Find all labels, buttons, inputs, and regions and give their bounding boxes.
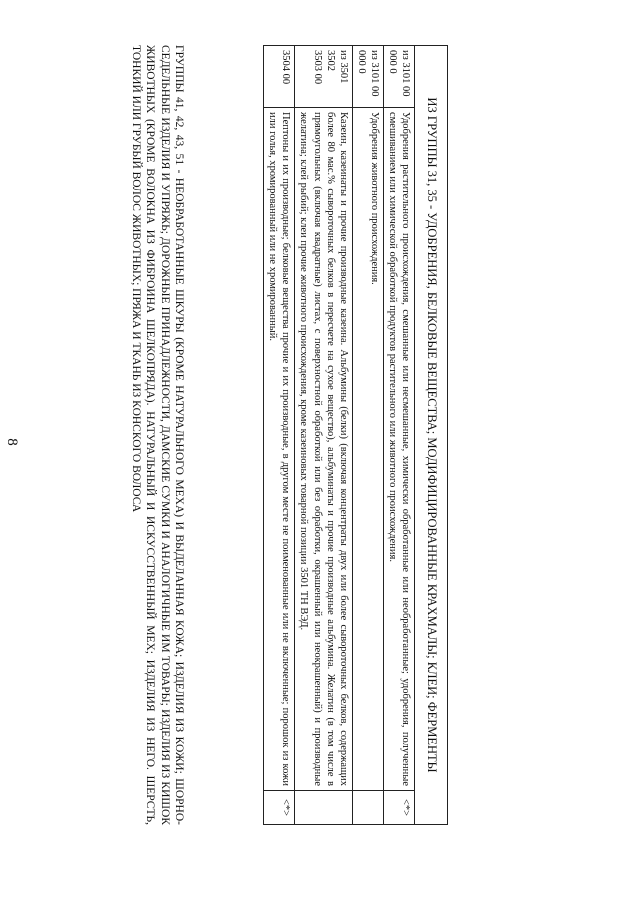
row-note: <*> (264, 791, 295, 825)
row-description: Удобрения животного происхождения. (352, 108, 383, 791)
row-description: Удобрения растительного происхождения, смешанные или несмешанные, химически обработанные или необработанные; удобрения, полученные смешиванием или химической обработкой продуктов растительного или животного происхождения. (384, 108, 415, 791)
table-row (295, 46, 353, 825)
row-code: из 3101 00 000 0 (384, 46, 415, 108)
rotated-content (118, 45, 448, 825)
table-row (264, 46, 295, 825)
row-code: 3504 00 (264, 46, 295, 108)
page-number: 8 (4, 438, 20, 446)
footer-group-heading: ГРУППЫ 41, 42, 43, 51 - НЕОБРАБОТАННЫЕ ШКУРЫ (КРОМЕ НАТУРАЛЬНОГО МЕХА) И ВЫДЕЛАННАЯ КОЖА; ИЗДЕЛИЯ ИЗ КОЖИ; ШОРНО-СЕДЕЛЬНЫЕ ИЗДЕЛИЯ И УПРЯЖЬ; ДОРОЖНЫЕ ПРИНАДЛЕЖНОСТИ, ДАМСКИЕ СУМКИ И АНАЛОГИЧНЫЕ ИМ ТОВАРЫ; ИЗДЕЛИЯ ИЗ КИШОК ЖИВОТНЫХ (КРОМЕ ВОЛОКНА ИЗ ФИБРОИНА ШЕЛКОПРЯДА). НАТУРАЛЬНЫЙ И ИСКУССТВЕННЫЙ МЕХ; ИЗДЕЛИЯ ИЗ НЕГО. ШЕРСТЬ, ТОНКИЙ ИЛИ ГРУБЫЙ ВОЛОС ЖИВОТНЫХ; ПРЯЖА И ТКАНЬ ИЗ КОНСКОГО ВОЛОСА (129, 45, 185, 825)
row-note (352, 791, 383, 825)
row-description: Пептоны и их производные; белковые вещества прочие и их производные, в другом месте не поименованные или не включенные; порошок из кожи или голья, хромированный или не хромированный. (264, 108, 295, 791)
row-description: Казеин, казеинаты и прочие производные казеина. Альбумины (белки) (включая концентраты двух или более сывороточных белков, содержащих более 80 мас.% сывороточных белков в пересчете на сухое вещество), альбуминаты и прочие производные альбумина. Желатин (в том числе в прямоугольных (включая квадратные) листах, с поверхностной обработкой или без обработки, окрашенный или неокрашенный) и производные желатина; клей рыбий; клеи прочие животного происхождения, кроме казеиновых товарной позиции 3501 ТН ВЭД. (295, 108, 353, 791)
row-code: из 3501 3502 3503 00 (295, 46, 353, 108)
row-code: из 3101 00 000 0 (352, 46, 383, 108)
row-note: <*> (384, 791, 415, 825)
section-header-row (415, 46, 448, 825)
row-note (295, 791, 353, 825)
table-row (352, 46, 383, 825)
section-title: ИЗ ГРУППЫ 31, 35 - УДОБРЕНИЯ, БЕЛКОВЫЕ ВЕЩЕСТВА; МОДИФИЦИРОВАННЫЕ КРАХМАЛЫ; КЛЕИ; ФЕРМЕНТЫ (415, 46, 448, 825)
tnved-table (263, 45, 448, 825)
table-row (384, 46, 415, 825)
